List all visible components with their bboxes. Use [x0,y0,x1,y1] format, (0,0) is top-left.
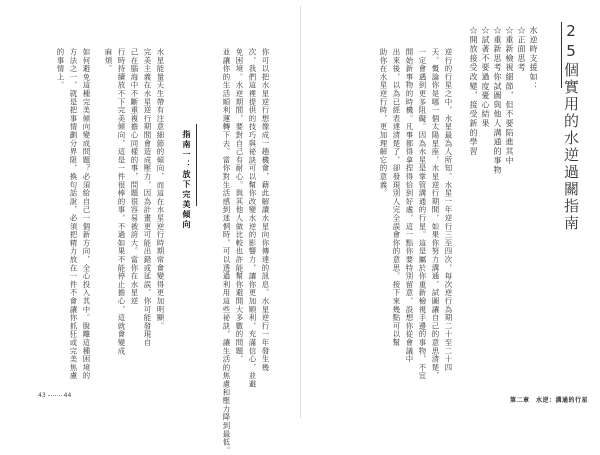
body-line: 免困境。水逆期間，要對自己有耐心。與其他人做比較也許能幫你避開大多數的問題， [235,48,244,364]
body-line: 水星能量天生帶有注意細節的傾向，而這在水星逆行時期常會變得更加明顯。 [156,48,165,331]
body-line: 出來後，以為已經表達清楚了，卻發現別人完全誤會你的意思。接下來幾點可以幫 [392,48,401,347]
page-numbers [38,392,71,399]
body-line: 天。慨論你是哪一個太陽星座，水星逆行期間，如果你努力溝通，試圖讓自己的意思清楚， [431,48,440,380]
body-line: 開始新事物的時機。凡事都得拿捏得恰到好處，這一點你要特別留意，設想你從會議中 [405,48,414,364]
body-line: 助你在水星逆行時，更加理解它的意義。 [379,48,388,198]
body-line: 己在腦海中不斷重複擔心同樣的事，問題很容易被誇大。當你在水星逆 [130,48,139,306]
body-line: 的事情上。 [56,48,65,90]
body-line: 次，我們這裡提供的技巧與祕訣可以幫你改變水逆的影響力，讓你更加順利，充滿信心，並避 [248,48,257,389]
body-line: 逆行的行星之中，水星最為人所知。水星一年逆行三至四次，每次逆行為期二十至二十四 [444,48,453,372]
body-line: 麻煩。 [104,48,113,73]
body-line: 如何避免這種完美傾向變成問題？必須給自己一個新方向，全心投入其中。脫離這種困境的 [82,48,91,380]
body-line: 方法之一，就是把事情劃分界限，換句話說，必須把精力放在一件不會讓你抓狂或完美焦慮 [69,48,78,380]
body-line: 完美主義在水星逆行期間會造成壓力，因為計畫更可能出錯或延誤，你可能發現自 [143,48,152,347]
tip-item: ☆重新檢視細節，但不要陷進其中 [505,26,514,166]
title-rule [561,22,562,88]
body-line: 一定會遇到更多阻礙。因為水星是掌管溝通的行星。這是屬於你重新檢視手邊的事物，不宜 [418,48,427,380]
center-gutter [300,6,301,418]
tip-item: 水逆時支援如： [529,26,538,92]
tip-item: ☆重新思考你試圖與他人溝通的事物 [493,26,502,175]
page-number-right: 44 [63,392,72,399]
body-line: 行時持續放不下完美傾向，這是一件很棒的事，不過如果不能停止擔心，這就會變成 [117,48,126,356]
body-line: 並讓你的生活順利運轉下去。當你對生活感到迷惘時，可以透過利用這些祕訣，讓生活的焦慮和壓力降到最低。 [222,48,231,455]
chapter-title: 25個實用的水逆過關指南 [562,22,580,232]
body-line: 你可以把水星逆行想像成一趟機會，藉此解讀水星向你傳達的訊息。水星逆行一年發生幾 [261,48,270,372]
page-number-left: 43 [38,392,46,399]
chapter-tag: 第二章 水逆：溝通的行星 [510,397,589,404]
section-heading: 指南一：放下完美傾向 [182,130,191,230]
tip-item: ☆試著不要過度憂心結果 [481,26,490,129]
tip-item: ☆正面思考 [517,26,526,73]
tip-item: ☆開放接受改變，接受新的學習 [469,26,478,157]
page-number-separator [48,395,62,396]
